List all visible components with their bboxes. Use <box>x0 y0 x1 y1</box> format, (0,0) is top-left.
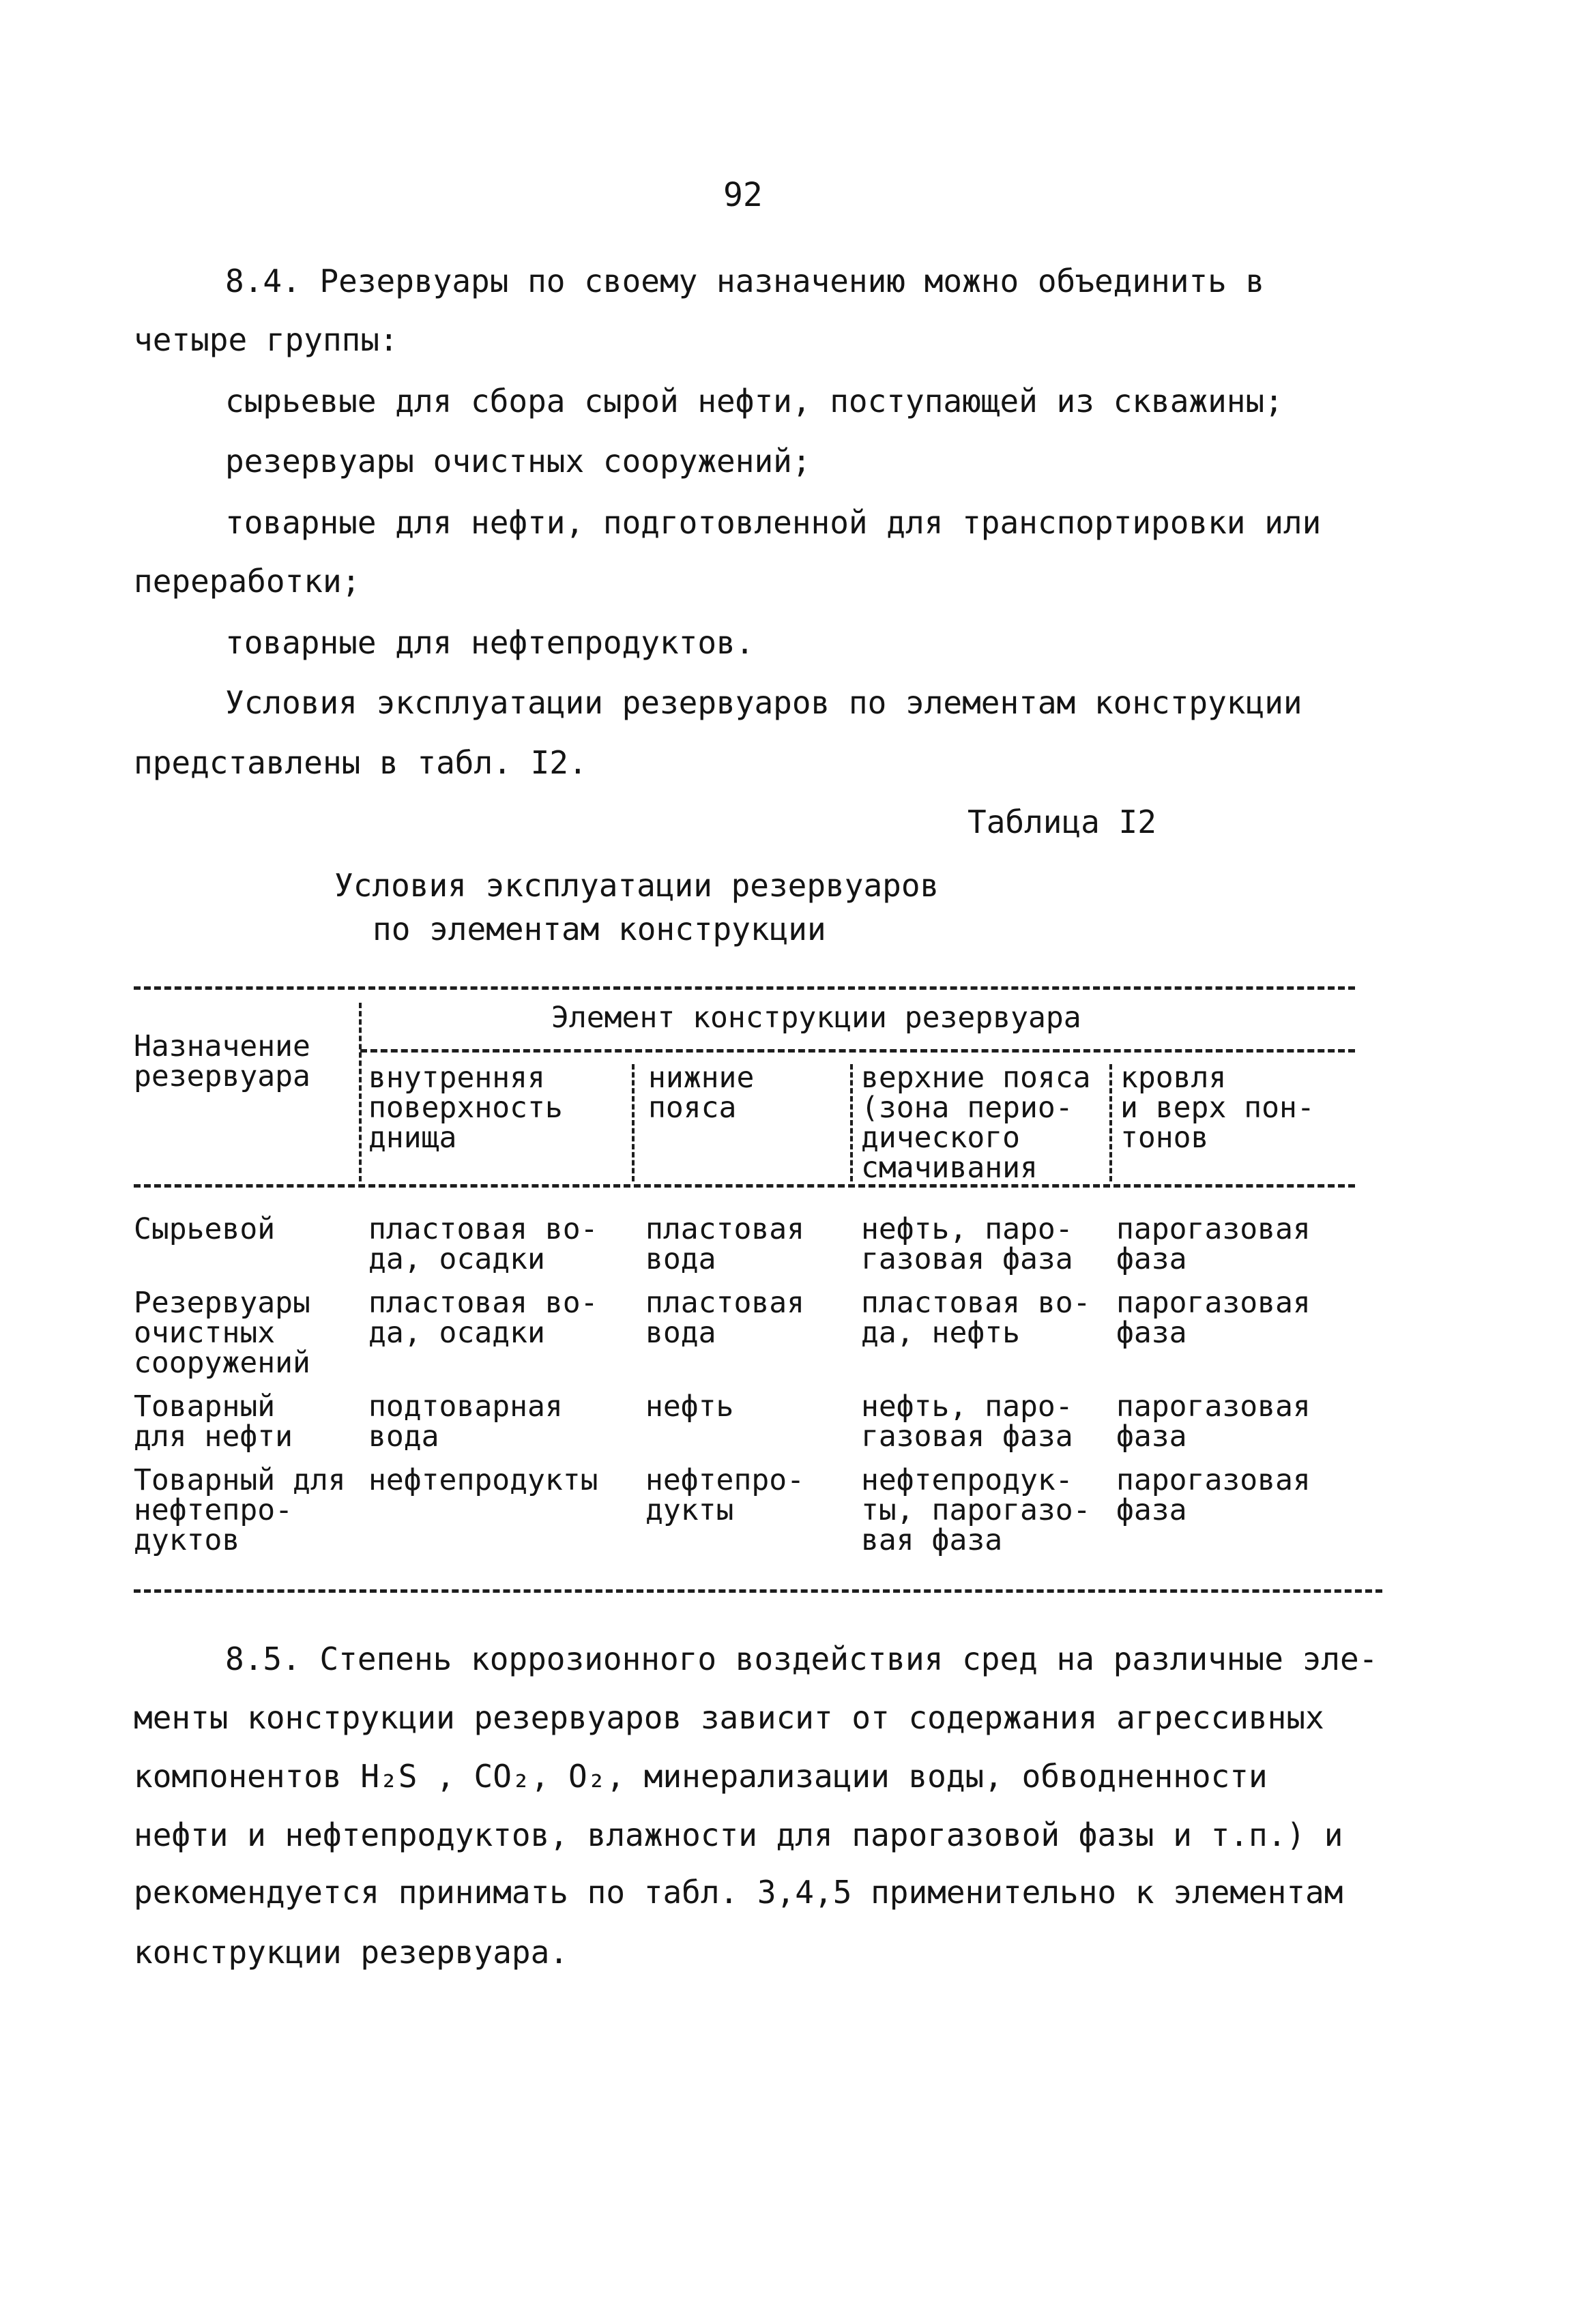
cell-roof: парогазовая фаза <box>1116 1389 1311 1454</box>
paragraph-conditions-line-2: представлены в табл. I2. <box>134 744 587 781</box>
paragraph-conditions-line-1: Условия эксплуатации резервуаров по элементам конструкции <box>225 684 1302 721</box>
table-bottom-rule <box>134 1589 1382 1593</box>
header-element-group: Элемент конструкции резервуара <box>551 1001 1081 1035</box>
cell-upper-belts: нефть, паро- газовая фаза <box>861 1212 1073 1276</box>
paragraph-8-5-line-2: менты конструкции резервуаров зависит от содержания агрессивных <box>134 1699 1324 1736</box>
cell-inner-bottom: пластовая во- да, осадки <box>368 1286 598 1350</box>
cell-roof: парогазовая фаза <box>1116 1463 1311 1527</box>
paragraph-8-5-line-4: нефти и нефтепродуктов, влажности для парогазовой фазы и т.п.) и <box>134 1816 1343 1853</box>
paragraph-8-4-line-1: 8.4. Резервуары по своему назначению можно объединить в <box>225 263 1265 299</box>
page-number: 92 <box>723 176 763 214</box>
list-item-commercial-oil-line-2: переработки; <box>134 563 361 600</box>
header-separator-2 <box>632 1064 635 1181</box>
cell-inner-bottom: пластовая во- да, осадки <box>368 1212 598 1276</box>
cell-purpose: Резервуары очистных сооружений <box>134 1286 310 1380</box>
cell-inner-bottom: подтоварная вода <box>368 1389 563 1454</box>
cell-upper-belts: пластовая во- да, нефть <box>861 1286 1091 1350</box>
cell-lower-belts: пластовая вода <box>645 1212 804 1276</box>
header-separator-1 <box>359 1003 362 1181</box>
header-bottom-rule <box>134 1184 1355 1188</box>
list-item-treatment: резервуары очистных сооружений; <box>225 443 811 480</box>
cell-upper-belts: нефть, паро- газовая фаза <box>861 1389 1073 1454</box>
list-item-commercial-oil-line-1: товарные для нефти, подготовленной для транспортировки или <box>225 504 1322 541</box>
cell-purpose: Товарный для нефти <box>134 1389 293 1454</box>
cell-roof: парогазовая фаза <box>1116 1212 1311 1276</box>
header-upper-belts: верхние пояса (зона перио- дического смачивания <box>861 1061 1091 1185</box>
cell-roof: парогазовая фаза <box>1116 1286 1311 1350</box>
list-item-commercial-products: товарные для нефтепродуктов. <box>225 624 755 661</box>
header-separator-4 <box>1109 1064 1112 1181</box>
header-lower-belts: нижние пояса <box>648 1061 755 1125</box>
cell-purpose: Сырьевой <box>134 1212 276 1246</box>
cell-lower-belts: пластовая вода <box>645 1286 804 1350</box>
list-item-raw: сырьевые для сбора сырой нефти, поступающей из скважины; <box>225 383 1283 420</box>
header-purpose: Назначение резервуара <box>134 1029 310 1093</box>
cell-purpose: Товарный для нефтепро- дуктов <box>134 1463 346 1557</box>
paragraph-8-4-line-2: четыре группы: <box>134 321 398 358</box>
table-label: Таблица I2 <box>967 804 1156 840</box>
header-roof: кровля и верх пон- тонов <box>1120 1061 1315 1155</box>
cell-inner-bottom: нефтепродукты <box>368 1463 598 1497</box>
header-separator-3 <box>850 1064 853 1181</box>
paragraph-8-5-line-1: 8.5. Степень коррозионного воздействия сред на различные эле- <box>225 1641 1378 1677</box>
header-inner-bottom: внутренняя поверхность днища <box>368 1061 563 1155</box>
cell-upper-belts: нефтепродук- ты, парогазо- вая фаза <box>861 1463 1091 1557</box>
table-caption-line-1: Условия эксплуатации резервуаров <box>334 867 940 904</box>
cell-lower-belts: нефть <box>645 1389 734 1424</box>
header-sub-rule <box>360 1049 1355 1053</box>
table-top-rule <box>134 986 1355 990</box>
paragraph-8-5-line-5: рекомендуется принимать по табл. 3,4,5 применительно к элементам <box>134 1874 1343 1911</box>
table-caption-line-2: по элементам конструкции <box>373 911 826 947</box>
paragraph-8-5-line-3: компонентов H₂S , CO₂, O₂, минерализации воды, обводненности <box>134 1758 1268 1795</box>
paragraph-8-5-line-6: конструкции резервуара. <box>134 1934 568 1971</box>
cell-lower-belts: нефтепро- дукты <box>645 1463 804 1527</box>
